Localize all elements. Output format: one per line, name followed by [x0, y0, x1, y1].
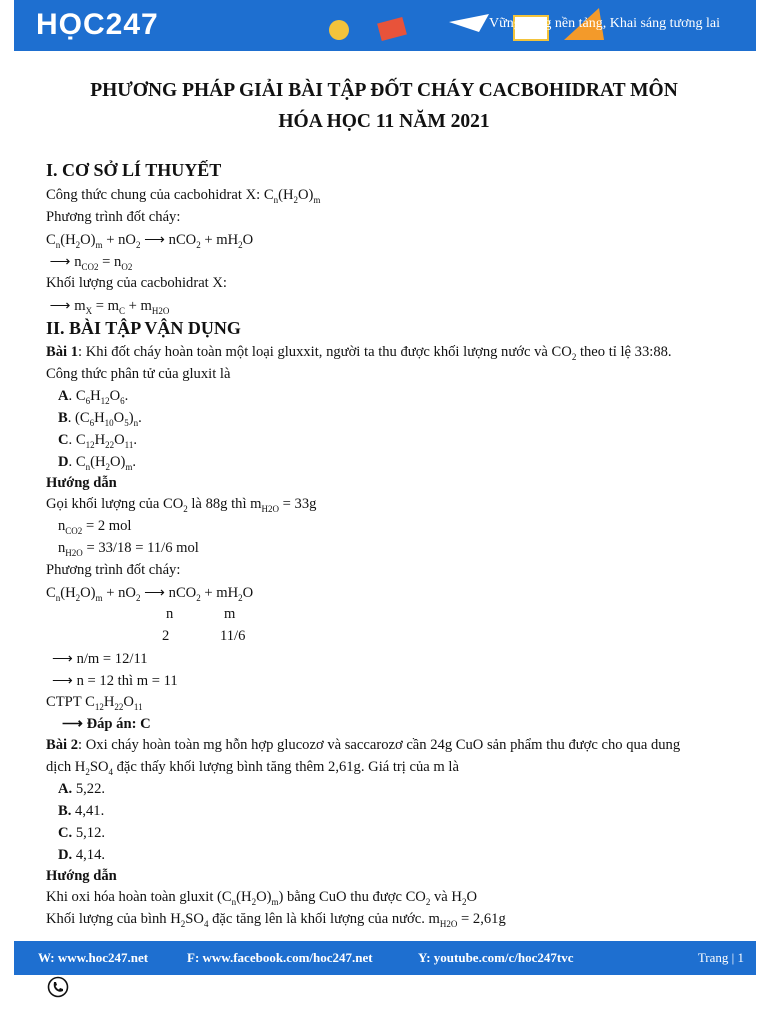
text-line: Khối lượng của cacbohidrat X:	[46, 275, 227, 291]
page-title: PHƯƠNG PHÁP GIẢI BÀI TẬP ĐỐT CHÁY CACBOHIDRAT MÔN	[90, 80, 678, 101]
text-line: dịch $H_2SO_4$ đặc thấy khối lượng bình tăng thêm 2,61g. Giá trị của m là	[46, 759, 459, 777]
text-line: Công thức chung của cacbohidrat X: $C_n(H_2O)_m$	[46, 187, 321, 205]
text-line: ⟶ n/m = 12/11	[52, 651, 148, 667]
option-a: A. $C_6H_{12}O_6$.	[58, 388, 129, 406]
option-a: A. 5,22.	[58, 781, 106, 797]
text-line: $n_{H2O} = 33/18 = 11/6$ mol	[58, 540, 199, 558]
page-header	[14, 0, 756, 51]
phone-icon	[47, 976, 69, 998]
slogan: Vững vàng nền tảng, Khai sáng tương lai	[489, 16, 720, 31]
website-link[interactable]: W: www.hoc247.net	[38, 950, 149, 965]
question-1: Bài 1: Khi đốt cháy hoàn toàn một loại gluxxit, người ta thu được khối lượng nước và $CO_2$ theo tỉ lệ 33:88.	[46, 344, 672, 362]
guide-heading: Hướng dẫn	[46, 868, 117, 884]
text-line: Khi oxi hóa hoàn toàn gluxit $(C_n(H_2O)_m)$ bằng CuO thu được $CO_2$ và $H_2O$	[46, 889, 478, 907]
page-number: Trang | 1	[697, 950, 744, 965]
table-cell: 2	[162, 628, 170, 644]
text-line: $n_{CO2} = 2$ mol	[58, 518, 132, 536]
text-line: Công thức phân tử của gluxit là	[46, 366, 231, 382]
question-2: Bài 2: Oxi cháy hoàn toàn mg hỗn hợp glucozơ và saccarozơ cần 24g CuO sản phẩm thu được cho qua dung	[46, 737, 681, 753]
equation: $C_n(H_2O)_m + nO_2$ ⟶ $nCO_2 + mH_2O$	[46, 585, 254, 603]
equation: $C_n(H_2O)_m + nO_2$ ⟶ $nCO_2 + mH_2O$	[46, 232, 254, 250]
answer: ⟶ Đáp án: C	[62, 716, 151, 732]
equation: ⟶ $n_{CO2} = n_{O2}$	[46, 254, 133, 272]
table-cell: n	[166, 606, 174, 622]
text-line: ⟶ n = 12 thì m = 11	[52, 673, 178, 689]
table-cell: 11/6	[220, 628, 246, 644]
section-heading: II. BÀI TẬP VẬN DỤNG	[46, 318, 241, 338]
option-b: B. $(C_6H_{10}O_5)_n$.	[58, 410, 142, 428]
section-heading: I. CƠ SỞ LÍ THUYẾT	[46, 160, 222, 180]
text-line: CTPT $C_{12}H_{22}O_{11}$	[46, 694, 143, 712]
option-c: C. 5,12.	[58, 825, 106, 841]
youtube-link[interactable]: Y: youtube.com/c/hoc247tvc	[418, 950, 574, 965]
option-d: D. $C_n(H_2O)_m$.	[58, 454, 137, 472]
table-cell: m	[224, 606, 236, 622]
text-line: Phương trình đốt cháy:	[46, 562, 181, 578]
text-line: Phương trình đốt cháy:	[46, 209, 181, 225]
guide-heading: Hướng dẫn	[46, 475, 117, 491]
text-line: Gọi khối lượng của $CO_2$ là 88g thì $m_{H2O} = 33g$	[46, 496, 317, 514]
option-c: C. $C_{12}H_{22}O_{11}$.	[58, 432, 137, 450]
hoc247-logo: HỌC247	[36, 8, 159, 41]
option-d: D. 4,14.	[58, 847, 106, 863]
facebook-link[interactable]: F: www.facebook.com/hoc247.net	[187, 950, 373, 965]
text-line: Khối lượng của bình $H_2SO_4$ đặc tăng lên là khối lượng của nước. $m_{H2O} = 2,61g$	[46, 911, 506, 929]
equation: ⟶ $m_X = m_C + m_{H2O}$	[46, 298, 170, 316]
page-footer	[14, 941, 756, 975]
option-b: B. 4,41.	[58, 803, 105, 819]
page-title-line2: HÓA HỌC 11 NĂM 2021	[278, 111, 490, 132]
